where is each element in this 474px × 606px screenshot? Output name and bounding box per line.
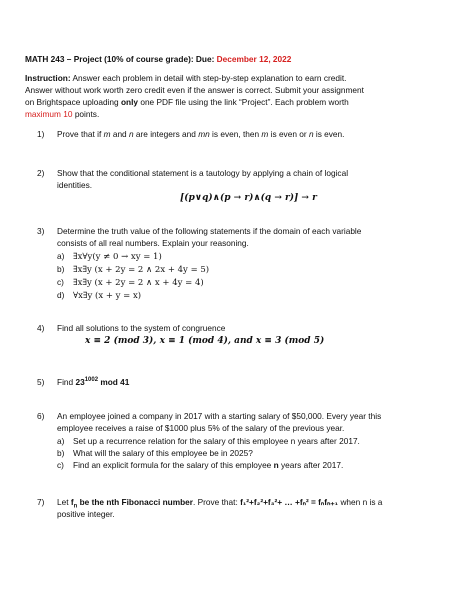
p1-text: is even.	[315, 129, 345, 139]
item-label: d)	[57, 290, 65, 300]
problem-number: 2)	[37, 168, 45, 178]
instruction-max: maximum 10	[25, 109, 73, 119]
header-line	[25, 54, 291, 64]
page-title: MATH 243 – Project (10% of course grade): Due:	[25, 54, 215, 64]
p7-line2: positive integer.	[57, 509, 115, 519]
p1-text: is even or	[270, 129, 307, 139]
p1-text: Prove that if	[57, 129, 102, 139]
problem-number: 6)	[37, 411, 45, 421]
item-text: ∃x∃y (x + 2y = 2 ∧ 2x + 4y = 5)	[73, 265, 210, 275]
problem-number: 4)	[37, 323, 45, 333]
p1-text: are integers and	[135, 129, 196, 139]
instruction-line-1	[25, 73, 346, 83]
p5-exponent: 1002	[84, 377, 99, 384]
problem-2	[37, 168, 348, 178]
item-text: ∃x∃y (x + 2y = 2 ∧ x + 4y = 4)	[73, 278, 204, 288]
p1-var: mn	[198, 129, 210, 139]
p7-tail: when n is a	[340, 497, 383, 507]
problem-number: 7)	[37, 497, 45, 507]
p3-line2: consists of all real numbers. Explain your reasoning.	[57, 238, 249, 248]
instruction-line-2: Answer without work worth zero credit even if the answer is correct. Submit your assignment	[25, 85, 364, 95]
problem-number: 5)	[37, 377, 45, 387]
p2-line2: identities.	[57, 180, 93, 190]
p7-let: Let	[57, 497, 69, 507]
instruction-text-3a: on Brightspace uploading	[25, 97, 119, 107]
instruction-text-1: Answer each problem in detail with step-by-step explanation to earn credit.	[72, 73, 347, 83]
p5-mod: mod 41	[100, 377, 130, 387]
p3-item-d	[57, 290, 141, 302]
instruction-line-3	[25, 97, 349, 107]
item-label: a)	[57, 436, 65, 446]
p4-formula: x ≡ 2 (mod 3), x ≡ 1 (mod 4), and x ≡ 3 (mod 5)	[85, 336, 325, 346]
problem-3	[37, 226, 361, 236]
problem-4	[37, 323, 225, 333]
item-text: Find an explicit formula for the salary of this employee	[73, 460, 272, 470]
p7-fn-sub: n	[73, 503, 78, 510]
p5-find: Find	[57, 377, 74, 387]
instruction-line-4	[25, 109, 99, 119]
item-label: b)	[57, 264, 65, 274]
p7-fn: f	[70, 497, 74, 507]
p1-text: and	[112, 129, 127, 139]
p3-item-a	[57, 251, 162, 263]
due-date: December 12, 2022	[216, 54, 292, 64]
p7-bold: be the nth Fibonacci number	[79, 497, 194, 507]
p7-prove: . Prove that:	[193, 497, 238, 507]
item-text: ∃x∀y(y ≠ 0 → xy = 1)	[73, 252, 162, 262]
p3-item-b	[57, 264, 209, 276]
item-label: c)	[57, 277, 64, 287]
p1-text: is even, then	[212, 129, 260, 139]
p2-formula: [(p∨q)∧(p → r)∧(q → r)] → r	[180, 193, 317, 203]
p7-sum: f₁²+f₂²+f₃²+ … +fₙ² = fₙfₙ₊₁	[240, 497, 339, 507]
p1-var: n	[308, 129, 314, 139]
item-label: c)	[57, 460, 64, 470]
item-text: ∀x∃y (x + y = x)	[73, 291, 142, 301]
p5-base: 23	[75, 377, 85, 387]
problem-number: 3)	[37, 226, 45, 236]
p4-line1: Find all solutions to the system of congruence	[57, 323, 226, 333]
instruction-points: points.	[74, 109, 100, 119]
instruction-label: Instruction:	[25, 73, 71, 83]
item-label: b)	[57, 448, 65, 458]
instruction-text-3b: one PDF file using the link “Project”. Each problem worth	[140, 97, 349, 107]
item-text: What will the salary of this employee be in 2025?	[73, 448, 253, 458]
p2-line1: Show that the conditional statement is a tautology by applying a chain of logical	[57, 168, 349, 178]
p3-line1: Determine the truth value of the following statements if the domain of each variable	[57, 226, 362, 236]
problem-number: 1)	[37, 129, 45, 139]
problem-1	[37, 129, 344, 139]
item-text: Set up a recurrence relation for the salary of this employee n years after 2017.	[73, 436, 360, 446]
item-label: a)	[57, 251, 65, 261]
instruction-only: only	[120, 97, 139, 107]
p6-item-c	[57, 460, 343, 470]
p6-line1: An employee joined a company in 2017 with a starting salary of $50,000. Every year this	[57, 411, 382, 421]
problem-5	[37, 377, 129, 387]
p6-line2: employee receives a raise of $1000 plus 5% of the salary of the previous year.	[57, 423, 345, 433]
p1-var: n	[128, 129, 134, 139]
p1-var: m	[103, 129, 111, 139]
p1-var: m	[261, 129, 269, 139]
p6-item-b	[57, 448, 253, 458]
p3-item-c	[57, 277, 204, 289]
problem-7	[37, 497, 383, 510]
item-text: years after 2017.	[281, 460, 344, 470]
item-var-n: n	[273, 460, 279, 470]
p6-item-a	[57, 436, 360, 446]
problem-6	[37, 411, 381, 421]
